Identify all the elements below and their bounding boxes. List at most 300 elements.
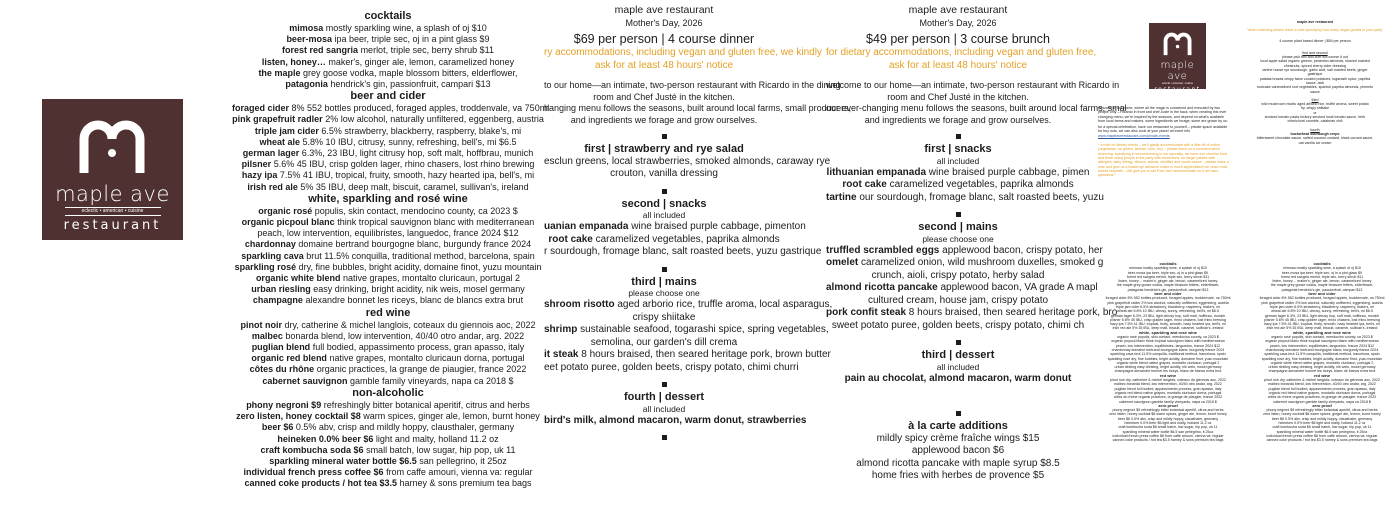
menu-item-name: sparkling mineral water bottle $6.5 <box>269 455 417 466</box>
thumb-menu-item: pink grapefruit radler 2% low alcohol, naturally unfiltered, eggenberg, austria <box>1107 300 1229 305</box>
thumb-third-heading: third <box>1311 97 1319 102</box>
thumb-note: "when reserving please leave a note specifying how many vegan guests in your party" <box>1246 28 1384 33</box>
thumb-intro-2: for a special celebration, have our restaurant to yourself – private space available for buy outs. we can also cook at your place! all event info <box>1098 125 1228 134</box>
thumb-menu-item: canned coke products / hot tea $3.5 harney & sons premium tea bags <box>1266 438 1378 443</box>
brunch-dish-line: pork confit steak 8 hours braised, then seared heritage pork, bro <box>826 307 1118 318</box>
thumb-dish-line: tartine house rye sourdough, garlic aioli, salt roasted beets, ginger <box>1262 68 1368 73</box>
thumb-menu-item: canned coke products / hot tea $3.5 harney & sons premium tea bags <box>1112 438 1224 443</box>
thumb-menu-item: zero listen, honey cocktail $8 warm spices, ginger ale, lemon, burnt honey <box>1263 412 1381 417</box>
thumb-menu-item: hazy ipa 7.5% 41 IBU, tropical, fruity, smooth, hazy hearted ipa, bell's, mi <box>1110 322 1226 327</box>
thumb-menu-item: beer-mosa ipa beer, triple sec, oj in a pint glass $9 <box>1127 270 1209 275</box>
dinner-dish-line: it steak 8 hours braised, then seared heritage pork, brown butter <box>544 349 831 360</box>
thumb-menu-item: champagne alexandre bonnet les riceys, blanc de blancs extra brut <box>1268 369 1376 374</box>
menu-item-desc: mostly sparkling wine, a splash of oj $10 <box>323 23 487 33</box>
dinner-course-fourth: fourth | dessert <box>623 391 705 403</box>
thumb-cocktails-list <box>1098 266 1238 292</box>
thumb-red-heading: red wine <box>1313 372 1331 378</box>
thumb-menu-item: malbec bonarda blend, low intervention, 40/40 otro andar, arg. 2022 <box>1114 382 1222 387</box>
menu-item-desc: harney & sons premium tea bags <box>396 478 532 489</box>
thumb-menu-item: organic white blend native grapes, montalto cluricaun, portugal 2 <box>1116 360 1220 365</box>
wine-list <box>232 206 544 307</box>
brunch-intro-1: welcome to our home—an intimate, two-person restaurant with Ricardo in <box>826 80 1120 90</box>
menu-item <box>232 434 544 445</box>
dinner-intro-3: hanging menu follows the seasons, built around local farms, small producers, <box>544 103 852 113</box>
brunch-dish-line: crunch, aioli, crispy potato, herby salad <box>871 269 1045 281</box>
thumb-menu-item: irish red ale 5% 35 IBU, deep malt, biscuit, caramel, sullivan's, ireland <box>1112 326 1224 331</box>
thumb-first-sub: please pick two and chef will course it out <box>1282 55 1348 60</box>
thumb-drinks-right <box>1252 262 1392 442</box>
thumb-menu-item: urban riesling easy drinking, bright acidity, nik weis, mosel germany <box>1268 365 1376 370</box>
thumb-left-column <box>1098 106 1230 177</box>
thumb-menu-item: craft kombucha soda $6 small batch, low sugar, hip pop, uk 11 <box>1118 425 1218 430</box>
thumb-cocktails-heading: cocktails <box>1159 261 1177 266</box>
brunch-course-note: please choose one <box>922 233 994 244</box>
menu-item <box>232 467 544 478</box>
menu-item-name: individual french press coffee $6 <box>243 467 384 478</box>
cocktails-heading: cocktails <box>364 10 412 22</box>
menu-item <box>232 228 544 239</box>
dinner-intro-1: to our home—an intimate, two-person restaurant with Ricardo in the dining <box>544 80 841 90</box>
dinner-price: $69 per person | 4 course dinner <box>573 32 755 46</box>
thumb-red-heading: red wine <box>1159 372 1177 378</box>
menu-item <box>232 34 544 45</box>
logo-mark-icon <box>1162 32 1194 56</box>
menu-item-desc: refreshingly bitter botanical aperitif, citrus and herbs <box>321 399 530 410</box>
divider-square <box>662 134 667 139</box>
thumb-events-link[interactable]: www.mapleaverestaurant.com/private-events <box>1098 133 1170 138</box>
menu-item-name: triple jam cider <box>254 125 319 136</box>
menu-item <box>232 103 550 114</box>
thumb-menu-item: peach, low intervention, equilibristes, languedoc, france 2024 $12 <box>1115 343 1221 348</box>
a-la-carte-item: almond ricotta pancake with maple syrup $8.5 <box>856 457 1060 469</box>
thumb-menu-item: sparkling rosé dry, fine bubbles, bright acidity, domaine finot, yuzu mountain <box>1261 356 1383 361</box>
menu-item-desc: bonarda blend, low intervention, 40/40 otro andar, arg. 2022 <box>282 330 525 341</box>
menu-item <box>232 422 544 433</box>
dinner-diet-note-1: ry accommodations, including vegan and gluten free, we kindly <box>544 47 822 58</box>
menu-item-desc: think tropical sauvignon blanc with mediterranean <box>334 217 535 228</box>
thumb-dish-line: wild mushroom risotto aged arborio rice, truffle aroma, sweet potato <box>1261 102 1369 107</box>
menu-item-desc: 5.8% 10 IBU, citrusy, sunny, refreshing, bell's, mi $6.5 <box>300 136 517 147</box>
menu-item <box>232 239 544 250</box>
thumb-menu-item: irish red ale 5% 35 IBU, deep malt, biscuit, caramel, sullivan's, ireland <box>1266 326 1378 331</box>
menu-item-desc: organic practices, la grange de piaugier, france 2022 <box>314 364 527 375</box>
menu-item-name: forest red sangria <box>282 45 359 56</box>
a-la-carte-item: applewood bacon $6 <box>911 445 1005 456</box>
thumb-dish-line: chestnuts, spiced cherry cider dressing <box>1283 63 1347 68</box>
menu-item <box>232 400 544 411</box>
menu-item <box>232 159 544 170</box>
menu-item-desc: dry, fine bubbles, bright acidity, domaine finot, yuzu mountain <box>296 261 542 272</box>
a-la-carte-item: home fries with herbes de provence $5 <box>871 470 1045 481</box>
thumb-menu-item: puglian blend full bodied, appassimento process, gran apasso, italy <box>1268 386 1376 391</box>
menu-item <box>232 262 544 273</box>
thumb-dish-line: sauce <box>1310 89 1320 94</box>
thumb-menu-item: puglian blend full bodied, appassimento process, gran apasso, italy <box>1114 386 1222 391</box>
thumb-zero-heading: zero proof <box>1158 402 1178 408</box>
thumb-fourth-list <box>1234 136 1396 145</box>
logo-tagline: eclectic • american • cuisine <box>65 207 161 216</box>
logo-name: maple ave <box>55 182 170 206</box>
menu-item <box>232 331 544 342</box>
menu-item <box>232 23 544 34</box>
menu-item <box>232 320 544 331</box>
dinner-course-second: second | snacks <box>621 197 707 210</box>
brunch-dish-line: cultured cream, house jam, crispy potato <box>867 294 1049 306</box>
menu-item-desc: ipa beer, triple sec, oj in a pint glass $9 <box>331 34 490 45</box>
brunch-course-note: all included <box>936 361 980 372</box>
menu-item-name: cabernet sauvignon <box>262 375 348 386</box>
brunch-dish-line: pain au chocolat, almond macaron, warm donut <box>844 372 1072 384</box>
thumb-menu-item: individual french press coffee $6 from caffe amouri, vienna va: regular <box>1112 433 1224 438</box>
divider-square <box>662 435 667 440</box>
thumb-beer-list <box>1252 296 1392 330</box>
thumb-menu-item: urban riesling easy drinking, bright acidity, nik weis, mosel germany <box>1114 365 1222 370</box>
menu-item <box>232 376 544 387</box>
thumb-zero-list <box>1252 408 1392 442</box>
thumb-menu-item: wheat ale 5.8% 10 IBU, citrusy, sunny, refreshing, bell's, mi $6.5 <box>1271 309 1373 314</box>
menu-item-desc: gamble family vineyards, napa ca 2018 $ <box>347 375 514 386</box>
logo-name: maple ave <box>1160 60 1195 82</box>
thumb-menu-item: wheat ale 5.8% 10 IBU, citrusy, sunny, refreshing, bell's, mi $6.5 <box>1117 309 1219 314</box>
menu-item-desc: 5% 35 IBU, deep malt, biscuit, caramel, sullivan's, ireland <box>297 181 529 192</box>
thumb-menu-item: forest red sangria merlot, triple sec, berry shrub $11 <box>1280 274 1364 279</box>
menu-item-name: mimosa <box>289 23 324 33</box>
thumb-cocktails-list <box>1252 266 1392 292</box>
menu-item-name: craft kombucha soda $6 <box>260 444 364 455</box>
brunch-dish-line: root cake caramelized vegetables, paprika almonds <box>842 179 1074 190</box>
thumb-right-column <box>1234 20 1396 145</box>
thumb-menu-item: sparkling cava brut 11.5% conquilla, traditional method, barcelona, spain <box>1264 352 1380 357</box>
thumb-fourth-sub: buckwheat sourdough crepe <box>1290 131 1340 136</box>
thumb-menu-item: organic white blend native grapes, montalto cluricaun, portugal 2 <box>1270 360 1374 365</box>
dinner-date: Mother's Day, 2026 <box>625 17 703 28</box>
thumb-zero-list <box>1098 408 1238 442</box>
cocktails-list <box>232 23 544 90</box>
non-alcoholic-heading: non-alcoholic <box>352 386 424 399</box>
thumb-wine-list <box>1252 335 1392 374</box>
thumb-dish-line: oat vanilla ice cream <box>1298 140 1332 145</box>
menu-item-name: foraged cider <box>232 103 290 114</box>
thumb-menu-item: cabernet sauvignon gamble family vineyards, napa ca 2018 $ <box>1273 399 1371 404</box>
thumb-dish-line: or <box>1313 110 1317 115</box>
menu-item-desc: 0.5% abv, crisp and mildly hoppy, clausthaler, germany <box>293 422 515 433</box>
thumb-menu-item: foraged cider 8% 552 bottles produced, foraged apples, troddenvale, va 750ml <box>1259 296 1385 301</box>
thumb-menu-item: foraged cider 8% 552 bottles produced, foraged apples, troddenvale, va 750ml <box>1105 296 1231 301</box>
thumb-fourth-heading: fourth <box>1310 127 1320 132</box>
thumb-menu-item: pinot noir dry, catherine & michel langlois, coteaux du giennois aoc, 2022 <box>1263 378 1380 383</box>
vegan-menu-thumbnail <box>1092 0 1400 500</box>
menu-item-name: pink grapefruit radler <box>232 114 323 125</box>
thumb-menu-item: zero listen, honey cocktail $8 warm spices, ginger ale, lemon, burnt honey <box>1109 412 1227 417</box>
menu-item-name: organic red blend <box>251 353 327 364</box>
menu-item-desc: brut 11.5% conquilla, traditional method, barcelona, spain <box>303 250 535 261</box>
menu-item-desc: small batch, low sugar, hip pop, uk 11 <box>363 444 516 455</box>
dinner-dish-line: esclun greens, local strawberries, smoked almonds, caraway rye <box>544 155 831 167</box>
menu-item-name: sparkling cava <box>241 250 304 261</box>
dinner-intro-4: and ingredients we forage and grow ourselves. <box>570 114 758 125</box>
thumb-menu-item: the maple grey goose vodka, maple blossom bitters, elderflower, <box>1270 283 1374 288</box>
dinner-diet-note-2: ask for at least 48 hours' notice <box>594 59 734 71</box>
thumb-dish-line: bittersweet chocolate sauce, salted coconut custard, black currant sauce, <box>1256 136 1374 141</box>
menu-item-desc: alexandre bonnet les riceys, blanc de blancs extra brut <box>302 295 524 306</box>
thumb-red-list <box>1252 378 1392 404</box>
dinner-course-note: all included <box>642 403 686 414</box>
thumb-dish-line: smoked tomato pasta hickory smoked local tomato sauce, herb <box>1264 115 1366 120</box>
brand-logo-right <box>1149 23 1206 93</box>
thumb-menu-item: beer $6 0.5% abv, crisp and mildly hoppy, clausthaler, germany <box>1271 416 1373 421</box>
a-la-carte-item: mildly spicy crème fraîche wings $15 <box>876 432 1040 444</box>
menu-item-desc: full bodied, appassimento process, gran apasso, italy <box>310 342 525 353</box>
thumb-menu-item: sparkling cava brut 11.5% conquilla, traditional method, barcelona, spain <box>1110 352 1226 357</box>
divider-square <box>956 212 961 217</box>
thumb-beer-heading: beer and cider <box>1154 291 1182 297</box>
menu-item-desc: 6.3%, 23 IBU, light citrusy hop, soft malt, hoffbrau, munich <box>299 148 534 159</box>
menu-item-desc: hendrick's gin, passionfruit, campari $13 <box>327 79 491 90</box>
menu-item-name: chardonnay <box>244 239 296 250</box>
menu-item <box>232 353 544 364</box>
brunch-dish-line: sweet potato puree, golden beets, crispy potato, chimi ch <box>831 319 1085 331</box>
menu-item-desc: light and malty, holland 11.2 oz <box>373 433 499 444</box>
thumb-menu-item: triple jam cider 6.5% strawberry, blackberry, raspberry, blake's, mi <box>1115 304 1221 309</box>
thumb-menu-item: beer-mosa ipa beer, triple sec, oj in a pint glass $9 <box>1281 270 1363 275</box>
dinner-intro-2: room and Chef Justé in the kitchen. <box>593 91 735 102</box>
wine-heading: white, sparkling and rosé wine <box>308 192 468 205</box>
thumb-menu-item: organic picpoul blanc think tropical sauvignon blanc with mediterranean <box>1265 339 1379 344</box>
menu-item <box>232 284 544 295</box>
menu-item-name: zero listen, honey cocktail $8 <box>236 411 361 422</box>
thumb-wine-list <box>1098 335 1238 374</box>
menu-item-desc: dry, catherine & michel langlois, coteaux du giennois aoc, 2022 <box>282 319 536 330</box>
divider-square <box>956 411 961 416</box>
brunch-dish-line: omelet caramelized onion, wild mushroom duxelles, smoked g <box>826 257 1104 268</box>
menu-item <box>232 114 544 125</box>
dinner-restaurant-name: maple ave restaurant <box>614 4 714 16</box>
menu-item-name: organic white blend <box>255 273 341 284</box>
thumb-third-list <box>1234 102 1396 123</box>
dinner-dish-line: r sourdough, fromage blanc, salt roasted beets, yuzu gastrique <box>544 246 822 257</box>
thumb-menu-item: sparkling mineral water bottle $6.5 san pellegrino, it 25oz <box>1276 429 1368 434</box>
thumb-menu-item: organic red blend native grapes, montalto cluricaun dorna, portugal <box>1268 390 1376 395</box>
thumb-menu-item: pilsner 5.6% 45 IBU, crisp golden lager, rhino chasers, lost rhino brewing <box>1264 317 1380 322</box>
thumb-wine-heading: white, sparkling and rosé wine <box>1138 329 1197 335</box>
thumb-menu-item: craft kombucha soda $6 small batch, low sugar, hip pop, uk 11 <box>1272 425 1372 430</box>
brunch-menu <box>826 4 1127 504</box>
beer-heading: beer and cider <box>350 90 426 103</box>
brunch-date: Mother's Day, 2026 <box>919 17 997 28</box>
brunch-dish-line: almond ricotta pancake applewood bacon, VA grade A mapl <box>826 282 1098 293</box>
thumb-menu-item: the maple grey goose vodka, maple blossom bitters, elderflower, <box>1116 283 1220 288</box>
dinner-dish-line: uanian empanada wine braised purple cabbage, pimenton <box>544 221 806 232</box>
divider-square <box>662 189 667 194</box>
thumb-menu-item: german lager 6.3%, 23 IBU, light citrusy hop, soft malt, hoffbrau, munich <box>1110 313 1226 318</box>
thumb-first-list <box>1234 59 1396 93</box>
thumb-menu-item: pilsner 5.6% 45 IBU, crisp golden lager, rhino chasers, lost rhino brewing <box>1110 317 1226 322</box>
red-wine-list <box>232 320 544 387</box>
thumb-title: maple ave restaurant <box>1297 20 1333 24</box>
logo-tagline: eclectic • american • cuisine <box>1162 82 1193 85</box>
logo-sub: restaurant <box>63 218 162 233</box>
menu-item-name: the maple <box>258 67 301 78</box>
menu-item-desc: 2% low alcohol, naturally unfiltered, eggenberg, austria <box>322 114 544 125</box>
menu-item-desc: peach, low intervention, equilibristes, languedoc, france 2024 $12 <box>257 228 519 239</box>
thumb-menu-item: organic red blend native grapes, montalto cluricaun dorna, portugal <box>1114 390 1222 395</box>
thumb-menu-item: organic rosé populis, skin contact, mendocino county, ca 2023 $ <box>1117 335 1219 340</box>
menu-item-name: côtes du rhône <box>249 364 315 375</box>
menu-item-name: urban riesling <box>251 284 311 295</box>
menu-item <box>232 68 544 79</box>
thumb-menu-item: organic picpoul blanc think tropical sauvignon blanc with mediterranean <box>1111 339 1225 344</box>
dinner-dish-line: eet potato puree, golden beets, crispy potato, chimi churri <box>544 361 799 373</box>
dinner-course-third: third | mains <box>631 275 697 288</box>
brunch-intro-3: our ever-changing menu follows the seasons, built around local farms, smal <box>826 103 1127 113</box>
thumb-diet-note: * a note on dietary needs – we'll gladly accommodate with a little bit of notice (vegetarian, no gluten, lactose, nuts, etc) – please leave us a comment when reserving. specifying if nonconforming is our specialty, we have one cheerful front and three many people in the party with restrictions. for larger parties with allergies, dairy allergy, alliums, animal, shellfish and oyster sauce – please leave a note and give us a heads up! advance notice is much appreciated! we close most weeks requests – will give you a call if we can't accommodate on it we have questions * <box>1098 143 1229 178</box>
thumb-menu-item: pinot noir dry, catherine & michel langlois, coteaux du giennois aoc, 2022 <box>1109 378 1226 383</box>
menu-item <box>232 295 544 306</box>
menu-item-name: phony negroni $9 <box>246 399 322 410</box>
thumb-first-heading: first and second <box>1302 50 1328 55</box>
brunch-intro-2: room and Chef Justé in the kitchen. <box>887 91 1029 102</box>
brunch-restaurant-name: maple ave restaurant <box>908 4 1008 16</box>
brunch-course-first: first | snacks <box>924 143 992 155</box>
menu-item-name: heineken 0.0% beer $6 <box>277 433 374 444</box>
thumb-beer-list <box>1098 296 1238 330</box>
menu-item <box>232 126 544 137</box>
menu-item-desc: 7.5% 41 IBU, tropical, fruity, smooth, hazy hearted ipa, bell's, mi <box>277 170 535 181</box>
menu-item <box>232 182 544 193</box>
menu-item-desc: from caffe amouri, vienna va: regular <box>383 467 533 478</box>
menu-item <box>232 57 544 68</box>
menu-item <box>232 364 544 375</box>
dinner-dish-line: crouton, vanilla dressing <box>610 168 718 179</box>
menu-item <box>232 273 544 284</box>
menu-item-name: listen, honey… <box>261 56 326 67</box>
brunch-course-third: third | dessert <box>921 349 995 361</box>
menu-item-name: sparkling rosé <box>234 261 297 272</box>
non-alcoholic-list <box>232 400 544 490</box>
thumb-menu-item: côtes du rhône organic practices, la grange de piaugier, france 2022 <box>1113 395 1223 400</box>
menu-item-desc: populis, skin contact, mendocino county, ca 2023 $ <box>312 205 518 216</box>
dinner-dish-line: semolina, our garden's dill crema <box>590 336 738 348</box>
thumb-menu-item: listen, honey… maker's, ginger ale, lemon, caramelized honey <box>1118 279 1218 284</box>
dinner-dish-line: shroom risotto aged arborio rice, truffle aroma, local asparagus, <box>544 299 833 310</box>
brunch-diet-note-2: ask for at least 48 hours' notice <box>888 59 1028 71</box>
thumb-menu-item: patagonia hendrick's gin, passionfruit, campari $13 <box>1127 287 1209 292</box>
thumb-dish-line: chimichurri crumble, calabrian chili <box>1287 119 1343 124</box>
thumb-menu-item: chardonnay domaine bertrand bourgogne blanc, burgundy france 2024 <box>1111 347 1225 352</box>
menu-item-name: pilsner <box>241 159 272 170</box>
menu-item <box>232 445 544 456</box>
menu-item-name: german lager <box>242 148 300 159</box>
dinner-course-note: please choose one <box>628 288 700 298</box>
thumb-menu-item: sparkling rosé dry, fine bubbles, bright acidity, domaine finot, yuzu mountain <box>1107 356 1229 361</box>
thumb-menu-item: mimosa mostly sparkling wine, a splash of oj $10 <box>1283 266 1361 271</box>
menu-item-desc: native grapes, montalto cluricaun dorna, portugal <box>326 353 525 364</box>
menu-item <box>232 206 544 217</box>
thumb-menu-item: heineken 0.0% beer $6 light and malty, holland 11.2 oz <box>1124 420 1212 425</box>
menu-item-desc: san pellegrino, it 25oz <box>416 455 507 466</box>
menu-item <box>232 217 544 228</box>
thumb-dish-line: gastrique <box>1307 72 1323 77</box>
menu-item <box>232 478 544 489</box>
menu-item-name: beer-mosa <box>286 34 332 45</box>
menu-item-name: canned coke products / hot tea $3.5 <box>244 478 397 489</box>
brunch-diet-note-1: for dietary accommodations, including vegan and gluten free, <box>826 47 1097 58</box>
red-wine-heading: red wine <box>365 306 411 319</box>
thumb-menu-item: beer $6 0.5% abv, crisp and mildly hoppy, clausthaler, germany <box>1117 416 1219 421</box>
logo-mark-icon <box>78 119 148 175</box>
menu-item <box>232 137 544 148</box>
brunch-price: $49 per person | 3 course brunch <box>866 32 1050 46</box>
thumb-menu-item: côtes du rhône organic practices, la grange de piaugier, france 2022 <box>1267 395 1377 400</box>
thumb-menu-item: forest red sangria merlot, triple sec, berry shrub $11 <box>1126 274 1210 279</box>
dinner-course-first: first | strawberry and rye salad <box>584 143 744 155</box>
thumb-menu-item: listen, honey… maker's, ginger ale, lemon, caramelized honey <box>1272 279 1372 284</box>
thumb-menu-item: triple jam cider 6.5% strawberry, blackberry, raspberry, blake's, mi <box>1269 304 1375 309</box>
menu-item <box>232 411 544 422</box>
thumb-wine-heading: white, sparkling and rosé wine <box>1292 329 1351 335</box>
thumb-menu-item: phony negroni $9 refreshingly bitter botanical aperitif, citrus and herbs <box>1266 408 1378 413</box>
brunch-intro-4: and ingredients we forage and grow ourselves. <box>864 114 1052 125</box>
menu-item-name: malbec <box>251 330 283 341</box>
thumb-menu-item: peach, low intervention, equilibristes, languedoc, france 2024 $12 <box>1269 343 1375 348</box>
menu-item-name: pinot noir <box>240 319 282 330</box>
menu-item-desc: warm spices, ginger ale, lemon, burnt honey <box>360 411 540 422</box>
menu-item-name: wheat ale <box>259 136 301 147</box>
menu-item <box>232 342 544 353</box>
thumb-menu-item: cabernet sauvignon gamble family vineyards, napa ca 2018 $ <box>1119 399 1217 404</box>
thumb-menu-item: sparkling mineral water bottle $6.5 san pellegrino, it 25oz <box>1122 429 1214 434</box>
a-la-carte-heading: à la carte additions <box>908 420 1008 432</box>
menu-item-name: hazy ipa <box>241 170 278 181</box>
menu-item-desc: grey goose vodka, maple blossom bitters, elderflower, <box>300 67 518 78</box>
menu-item-name: organic rosé <box>258 205 313 216</box>
drinks-menu <box>232 10 550 510</box>
menu-item <box>232 170 544 181</box>
thumb-menu-item: patagonia hendrick's gin, passionfruit, campari $13 <box>1281 287 1363 292</box>
menu-item-desc: easy drinking, bright acidity, nik weis, mosel germany <box>310 284 525 295</box>
dinner-dish-line: bird's milk, almond macaron, warm donut, strawberries <box>544 414 807 426</box>
dinner-dish-line: shrimp sustainable seafood, togarashi spice, spring vegetables, <box>544 324 829 335</box>
thumb-menu-item: champagne alexandre bonnet les riceys, blanc de blancs extra brut <box>1114 369 1222 374</box>
menu-item <box>232 45 544 56</box>
menu-item-name: champagne <box>252 295 303 306</box>
menu-item-name: patagonia <box>285 79 328 90</box>
menu-item-desc: native grapes, montalto cluricaun, portugal 2 <box>340 273 521 284</box>
dinner-dish-line: crispy shiitake <box>632 311 696 323</box>
menu-item-name: irish red ale <box>247 181 298 192</box>
menu-item-desc: 5.6% 45 IBU, crisp golden lager, rhino chasers, lost rhino brewing <box>271 159 535 170</box>
thumb-menu-item: chardonnay domaine bertrand bourgogne blanc, burgundy france 2024 <box>1265 347 1379 352</box>
thumb-dish-line: sauce, aioli <box>1306 80 1324 85</box>
thumb-cocktails-heading: cocktails <box>1313 261 1331 266</box>
divider-square <box>662 267 667 272</box>
brunch-dish-line: tartine our sourdough, fromage blanc, salt roasted beets, yuzu <box>826 191 1104 203</box>
menu-item-name: organic picpoul blanc <box>241 217 335 228</box>
brunch-dish-line: lithuanian empanada wine braised purple cabbage, pimen <box>826 166 1090 178</box>
brunch-course-second: second | mains <box>918 221 998 233</box>
thumb-menu-item: malbec bonarda blend, low intervention, 40/40 otro andar, arg. 2022 <box>1268 382 1376 387</box>
brunch-course-note: all included <box>936 155 980 166</box>
logo-sub: restaurant <box>1154 85 1201 93</box>
thumb-menu-item: mimosa mostly sparkling wine, a splash of oj $10 <box>1129 266 1207 271</box>
menu-item-desc: 6.5% strawberry, blackberry, raspberry, blake's, mi <box>318 125 522 136</box>
thumb-menu-item: german lager 6.3%, 23 IBU, light citrusy hop, soft malt, hoffbrau, munich <box>1264 313 1380 318</box>
thumb-menu-item: pink grapefruit radler 2% low alcohol, naturally unfiltered, eggenberg, austria <box>1261 300 1383 305</box>
divider-square <box>956 134 961 139</box>
thumb-zero-heading: zero proof <box>1312 402 1332 408</box>
thumb-menu-item: phony negroni $9 refreshingly bitter botanical aperitif, citrus and herbs <box>1112 408 1224 413</box>
thumb-beer-heading: beer and cider <box>1308 291 1336 297</box>
